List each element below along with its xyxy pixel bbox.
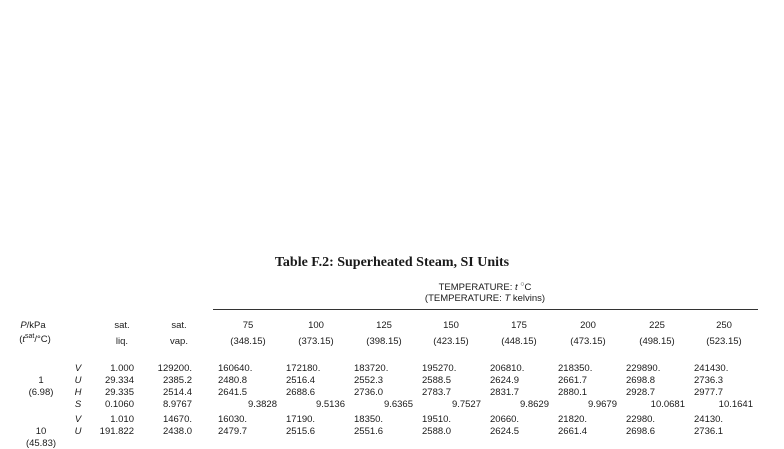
table-cell: 2479.7 [218, 426, 248, 437]
temp-col-header-k: (523.15) [706, 336, 742, 347]
sat-vap-header-top: sat. [171, 320, 187, 331]
table-cell: 24130. [694, 414, 724, 425]
table-cell: 191.822 [99, 426, 134, 437]
table-cell: 2480.8 [218, 375, 248, 386]
temp-col-header-k: (423.15) [433, 336, 469, 347]
table-cell: 8.9767 [162, 399, 192, 410]
table-cell: 2698.6 [626, 426, 656, 437]
table-cell: 9.6365 [383, 399, 413, 410]
table-cell: 218350. [558, 363, 593, 374]
property-symbol: V [74, 414, 82, 425]
saturation-temp-value: (45.83) [25, 438, 57, 449]
property-symbol: S [74, 399, 82, 410]
table-cell: 160640. [218, 363, 253, 374]
temp-col-header-k: (498.15) [639, 336, 675, 347]
table-cell: 2551.6 [354, 426, 384, 437]
table-cell: 2624.9 [490, 375, 520, 386]
table-cell: 2880.1 [558, 387, 588, 398]
table-cell: 2661.7 [558, 375, 588, 386]
table-cell: 29.335 [104, 387, 134, 398]
table-cell: 16030. [218, 414, 248, 425]
table-cell: 2552.3 [354, 375, 384, 386]
table-cell: 9.7527 [451, 399, 481, 410]
table-cell: 29.334 [104, 375, 134, 386]
table-cell: 10.0681 [650, 399, 685, 410]
pressure-value: 1 [38, 375, 44, 386]
table-cell: 19510. [422, 414, 452, 425]
saturation-temp-header: $(t^{sat}/^\circ C)$ [19, 332, 51, 345]
temp-col-header-k: (348.15) [230, 336, 266, 347]
table-cell: 2516.4 [286, 375, 316, 386]
table-cell: 2515.6 [286, 426, 316, 437]
table-cell: 172180. [286, 363, 321, 374]
table-cell: 2831.7 [490, 387, 520, 398]
table-cell: 2783.7 [422, 387, 452, 398]
temp-col-header-c: 250 [716, 320, 732, 331]
table-cell: 2588.5 [422, 375, 452, 386]
temp-col-header-c: 225 [649, 320, 665, 331]
table-cell: 2514.4 [162, 387, 192, 398]
property-symbol: H [74, 387, 82, 398]
temp-col-header-k: (473.15) [570, 336, 606, 347]
table-cell: 9.8629 [519, 399, 549, 410]
table-cell: 1.000 [110, 363, 134, 374]
table-cell: 17190. [286, 414, 316, 425]
temp-col-header-k: (448.15) [501, 336, 537, 347]
table-cell: 195270. [422, 363, 457, 374]
pressure-value: 10 [35, 426, 47, 437]
table-cell: 21820. [558, 414, 588, 425]
table-cell: 0.1060 [104, 399, 134, 410]
table-cell: 2688.6 [286, 387, 316, 398]
table-cell: 14670. [162, 414, 192, 425]
property-symbol: U [74, 426, 82, 437]
sat-liq-header-top: sat. [114, 320, 130, 331]
pressure-header: P/kPa [20, 320, 46, 331]
table-title: Table F.2: Superheated Steam, SI Units [274, 255, 510, 270]
table-cell: 2736.0 [354, 387, 384, 398]
table-cell: 2588.0 [422, 426, 452, 437]
table-cell: 2641.5 [218, 387, 248, 398]
temp-col-header-k: (398.15) [366, 336, 402, 347]
property-symbol: U [74, 375, 82, 386]
table-cell: 22980. [626, 414, 656, 425]
table-cell: 1.010 [110, 414, 134, 425]
table-cell: 9.3828 [247, 399, 277, 410]
temp-col-header-c: 150 [443, 320, 459, 331]
temperature-header-kelvin: (TEMPERATURE: T kelvins) [424, 293, 546, 304]
table-cell: 2438.0 [162, 426, 192, 437]
table-cell: 10.1641 [718, 399, 753, 410]
table-cell: 18350. [354, 414, 384, 425]
temp-col-header-c: 100 [308, 320, 324, 331]
temp-col-header-c: 125 [376, 320, 392, 331]
table-cell: 241430. [694, 363, 729, 374]
table-cell: 2736.3 [694, 375, 724, 386]
table-cell: 2661.4 [558, 426, 588, 437]
table-cell: 229890. [626, 363, 661, 374]
temp-col-header-k: (373.15) [298, 336, 334, 347]
table-cell: 2385.2 [162, 375, 192, 386]
table-cell: 2928.7 [626, 387, 656, 398]
table-cell: 2977.7 [694, 387, 724, 398]
table-cell: 9.9679 [587, 399, 617, 410]
property-symbol: V [74, 363, 82, 374]
table-cell: 2698.8 [626, 375, 656, 386]
table-cell: 20660. [490, 414, 520, 425]
temp-col-header-c: 75 [242, 320, 254, 331]
saturation-temp-value: (6.98) [28, 387, 54, 398]
table-cell: 9.5136 [315, 399, 345, 410]
header-rule [213, 309, 758, 310]
table-cell: 2736.1 [694, 426, 724, 437]
sat-liq-header-bottom: liq. [115, 336, 129, 347]
table-cell: 2624.5 [490, 426, 520, 437]
sat-vap-header-bottom: vap. [170, 336, 188, 347]
table-cell: 129200. [157, 363, 192, 374]
table-cell: 183720. [354, 363, 389, 374]
temperature-header-celsius: TEMPERATURE: t ○C [438, 280, 532, 293]
temp-col-header-c: 175 [511, 320, 527, 331]
temp-col-header-c: 200 [580, 320, 596, 331]
table-cell: 206810. [490, 363, 525, 374]
